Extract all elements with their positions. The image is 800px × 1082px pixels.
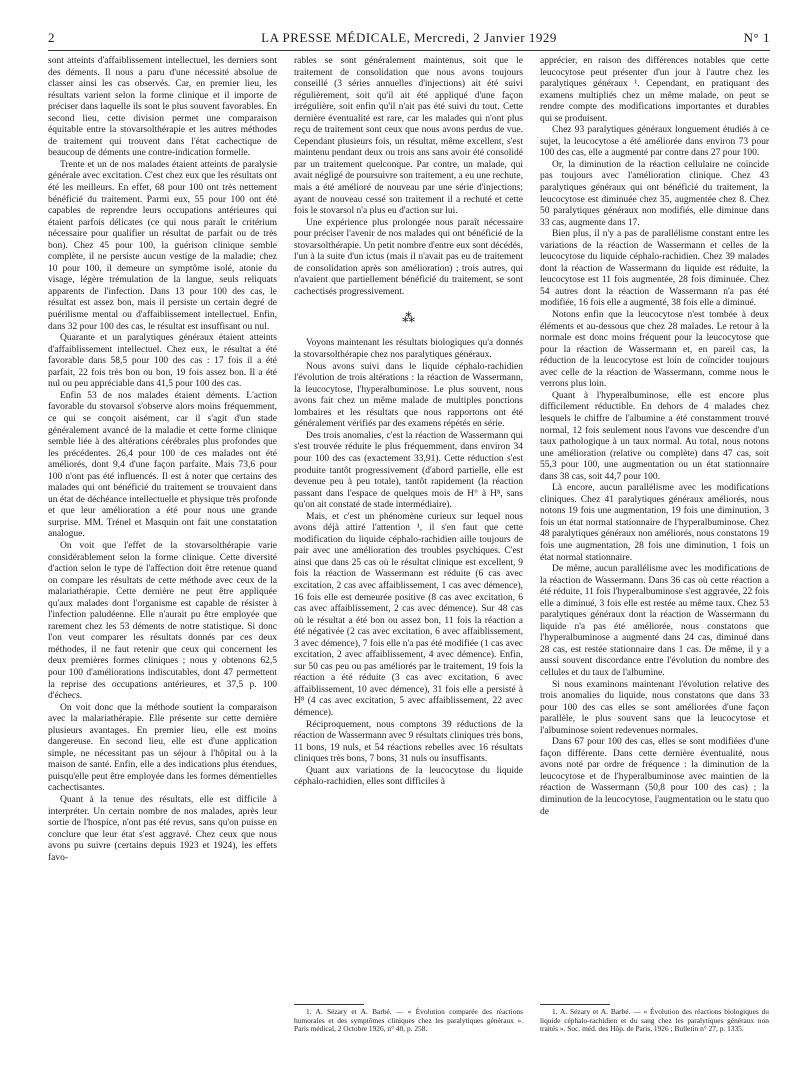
column-3-body [540, 56, 769, 1000]
footnote-rule [294, 1004, 364, 1005]
column-3 [540, 56, 769, 1070]
header-rule [48, 50, 770, 51]
column-1 [48, 56, 277, 1070]
paragraph: Là encore, aucun parallélisme avec les modifications cliniques. Chez 41 paralytiques généraux améliorés, nous notons 19 fois une augmentation, 19 fois une diminution, 3 fois un état normal stationnaire de l'hyperalbuminose. Chez 48 paralytiques généraux non améliorés, nous constatons 19 fois une augmentation, 28 fois une diminution, 1 fois un état normal stationnaire. [540, 483, 769, 563]
page-header [48, 30, 770, 48]
paragraph: Chez 93 paralytiques généraux longuement étudiés à ce sujet, la leucocytose a été améliorée dans environ 73 pour 100 des cas, elle a augmenté par contre dans 27 pour 100. [540, 125, 769, 159]
paragraph: De même, aucun parallélisme avec les modifications de la réaction de Wassermann. Dans 36 cas où cette réaction a été réduite, 11 fois l'hyperalbuminose s'est aggravée, 22 fois elle a diminué, 3 fois elle est restée au même taux. Chez 53 paralytiques généraux dont la réaction de Wassermann du liquide n'a pas été améliorée, nous constatons que l'hyperalbuminose a augmenté dans 24 cas, diminué dans 28 cas, est restée stationnaire dans 1 cas. De même, il y a aussi souvent discordance entre l'évolution du nombre des cellules et du taux de l'albumine. [540, 564, 769, 678]
paragraph: On voit donc que la méthode soutient la comparaison avec la malariathérapie. Elle présente sur cette dernière plusieurs avantages. En premier lieu, elle est moins dangereuse. En second lieu, elle est d'une application simple, ne nécessitant pas un séjour à l'hôpital ou à la maison de santé. Enfin, elle a des indications plus étendues, puisqu'elle peut être employée dans les formes démentielles cachectisantes. [48, 702, 277, 794]
footnote: 1. A. Sézary et A. Barbé. — « Évolution des réactions biologiques du liquide céphalo-rachidien et du sang chez les paralytiques généraux non traités ». Soc. méd. des Hôp. de Paris, 1926 ; Bulletin n° 27, p. 1335. [540, 1007, 769, 1034]
paragraph: Quant à l'hyperalbuminose, elle est encore plus difficilement réductible. En dehors de 4 malades chez lesquels le chiffre de l'albumine a été constamment trouvé normal, 12 fois seulement nous l'avons vue descendre d'un taux pathologique à un taux normal. Au total, nous notons une amélioration (relative ou complète) dans 47 cas, soit 55,3 pour 100, une augmentation ou un état stationnaire dans 38 cas, soit 44,7 pour 100. [540, 390, 769, 482]
paragraph: Enfin 53 de nos malades étaient déments. L'action favorable du stovarsol s'observe alors moins fréquemment, ce qui se conçoit aisément, car il s'agit d'un stade généralement avancé de la maladie et cette forme clinique semble liée à des altérations cérébrales plus profondes que les précédentes. 26,4 pour 100 de ces malades ont été améliorés, dont 9,4 d'une façon parfaite. Mais 73,6 pour 100 n'ont pas été influencés. Il est à noter que certains des malades qui ont bénéficié du traitement se trouvaient dans un état de déchéance intellectuelle et physique très profonde et que leur amélioration a été pour nous une grande surprise. MM. Trénel et Masquin ont fait une constatation analogue. [48, 390, 277, 540]
paragraph: Une expérience plus prolongée nous paraît nécessaire pour préciser l'avenir de nos malades qui ont bénéficié de la stovarsolthérapie. Un petit nombre d'entre eux sont décédés, l'un à la suite d'un ictus (mais il n'avait pas eu de traitement de consolidation après son amélioration) ; trois autres, qui n'avaient que partiellement bénéficié du traitement, se sont cachectisés progressivement. [294, 217, 523, 297]
paragraph: Quarante et un paralytiques généraux étaient atteints d'affaiblissement intellectuel. Chez eux, le résultat a été favorable dans 58,5 pour 100 des cas : 17 fois il a été parfait, 22 fois très bon ou bon, 19 fois assez bon. Il a été nul ou peu appréciable dans 41,5 pour 100 des cas. [48, 333, 277, 390]
footnote-rule [540, 1004, 610, 1005]
paragraph: Si nous examinons maintenant l'évolution relative des trois anomalies du liquide, nous constatons que dans 33 pour 100 des cas elles se sont améliorées d'une façon parallèle, le plus souvent sans que la leucocytose et l'albuminose soient redevenues normales. [540, 679, 769, 736]
article-columns [48, 56, 770, 1070]
paragraph: Or, la diminution de la réaction cellulaire ne coïncide pas toujours avec l'amélioration clinique. Chez 43 paralytiques généraux qui ont bénéficié du traitement, la leucocytose est diminuée chez 35, augmentée chez 8. Chez 50 paralytiques généraux non modifiés, elle diminue dans 33 cas, augmente dans 17. [540, 159, 769, 228]
issue-number: N° 1 [743, 30, 770, 45]
paragraph: Voyons maintenant les résultats biologiques qu'a donnés la stovarsolthérapie chez nos paralytiques généraux. [294, 338, 523, 361]
paragraph: Bien plus, il n'y a pas de parallélisme constant entre les variations de la réaction de Wassermann et celles de la leucocytose du liquide céphalo-rachidien. Chez 39 malades dont la réaction de Wassermann du liquide est réduite, la leucocytose est 11 fois augmentée, 28 fois diminuée. Chez 54 autres dont la réaction de Wassermann n'a pas été modifiée, 16 fois elle a augmenté, 38 fois elle a diminué. [540, 229, 769, 309]
paragraph: Réciproquement, nous comptons 39 réductions de la réaction de Wassermann avec 9 résultats cliniques très bons, 11 bons, 19 nuls, et 54 réactions rebelles avec 16 résultats cliniques très bons, 7 bons, 31 nuls ou insuffisants. [294, 719, 523, 765]
column-2 [294, 56, 523, 1070]
paragraph: Quant aux variations de la leucocytose du liquide céphalo-rachidien, elles sont difficiles à [294, 765, 523, 788]
column-2-body [294, 56, 523, 1000]
paragraph: Mais, et c'est un phénomène curieux sur lequel nous avons déjà attiré l'attention ¹, il s'en faut que cette modification du liquide céphalo-rachidien aille toujours de pair avec une amélioration des troubles psychiques. C'est ainsi que dans 25 cas où le résultat clinique est excellent, 9 fois la réaction de Wassermann est réduite (6 cas avec excitation, 2 cas avec affaiblissement, 1 cas avec démence), 16 fois elle est demeurée positive (8 cas avec excitation, 6 cas avec affaiblissement, 2 cas avec démence). Sur 48 cas où le résultat a été bon ou assez bon, 11 fois la réaction a été négativée (2 cas avec excitation, 6 avec affaiblissement, 3 avec démence), 7 fois elle n'a pas été modifiée (1 cas avec excitation, 2 avec affaiblissement, 4 avec démence). Enfin, sur 50 cas peu ou pas améliorés par le traitement, 19 fois la réaction a été réduite (3 cas avec excitation, 6 avec affaiblissement, 10 avec démence), 31 fois elle a persisté à H⁸ (4 cas avec excitation, 5 avec affaiblissement, 22 avec démence). [294, 511, 523, 718]
paragraph: Quant à la tenue des résultats, elle est difficile à interpréter. Un certain nombre de nos malades, après leur sortie de l'hospice, n'ont pas été revus, sans qu'on puisse en conclure que leur état s'est aggravé. Chez ceux que nous avons pu suivre (certains depuis 1923 et 1924), les effets favo- [48, 795, 277, 863]
page-number: 2 [48, 30, 55, 45]
paragraph: rables se sont généralement maintenus, soit que le traitement de consolidation que nous avons toujours conseillé (3 séries annuelles d'injections) ait été suivi régulièrement, soit qu'il ait été appliqué d'une façon irrégulière, soit enfin qu'il n'ait pas été suivi du tout. Cette dernière éventualité est rare, car les malades qui n'ont plus reçu de traitement sont ceux que nous avons perdus de vue. Cependant plusieurs fois, un résultat, même excellent, s'est maintenu pendant deux ou trois ans sans avoir été consolidé par un traitement quelconque. Par contre, un malade, qui avait négligé de poursuivre son traitement, a eu une rechute, mais a été amélioré de nouveau par une série d'injections; ayant de nouveau cessé son traitement il a rechuté et cette fois le stovarsol n'a plus eu d'action sur lui. [294, 56, 523, 217]
paragraph: apprécier, en raison des différences notables que cette leucocytose peut présenter d'un jour à l'autre chez les paralytiques généraux ¹. Cependant, en pratiquant des examens multipliés chez un même malade, on peut se rendre compte des modifications importantes et durables qui se produisent. [540, 56, 769, 124]
footnote: 1. A. Sézary et A. Barbé. — « Évolution comparée des réactions humorales et des symptômes cliniques chez les paralytiques généraux ». Paris médical, 2 Octobre 1926, n° 40, p. 258. [294, 1007, 523, 1034]
journal-title: LA PRESSE MÉDICALE, Mercredi, 2 Janvier 1929 [261, 30, 557, 45]
paragraph: sont atteints d'affaiblissement intellectuel, les derniers sont des déments. Il nous a paru d'une nécessité absolue de classer ainsi les cas observés. Car, en premier lieu, les résultats varient selon la forme clinique et il importe de préciser dans laquelle ils sont le plus souvent favorables. En second lieu, cette division permet une comparaison équitable entre la stovarsolthérapie et les autres méthodes de traitement qui trouvent dans l'état cachectique de beaucoup de déments une contre-indication formelle. [48, 56, 277, 159]
newspaper-page [48, 30, 770, 1070]
paragraph: On voit que l'effet de la stovarsolthérapie varie considérablement selon la forme clinique. Cette diversité d'action selon le type de l'affection doit être retenue quand on compare les résultats de cette méthode avec ceux de la malariathérapie. Cette dernière ne peut être appliquée qu'aux malades dont l'organisme est capable de résister à l'infection paludéenne. Elle n'aurait pu être employée que rarement chez les 53 déments de notre statistique. Si donc l'on veut comparer les résultats donnés par ces deux méthodes, il ne faut retenir que ceux qui concernent les deux premières formes cliniques ; nous y obtenons 62,5 pour 100 d'améliorations indiscutables, dont 47 permettent la reprise des occupations antérieures, et 37,5 p. 100 d'échecs. [48, 540, 277, 702]
section-separator: ⁂ [402, 310, 415, 326]
paragraph: Dans 67 pour 100 des cas, elles se sont modifiées d'une façon différente. Dans cette dernière éventualité, nous avons noté par ordre de fréquence : la diminution de la leucocytose et de l'hyperalbuminose avec maintien de la réaction de Wassermann (50,8 pour 100 des cas) ; la diminution de la leucocytose, l'augmentation ou le statu quo de [540, 737, 769, 817]
paragraph: Nous avons suivi dans le liquide céphalo-rachidien l'évolution de trois altérations : la réaction de Wassermann, la leucocytose, l'hyperalbuminose. Le plus souvent, nous avons fait chez un même malade de multiples ponctions lombaires et les résultats que nous rapportons ont été généralement vérifiés par des examens répétés en série. [294, 361, 523, 430]
paragraph: Des trois anomalies, c'est la réaction de Wassermann qui s'est trouvée réduite le plus fréquemment, dans environ 34 pour 100 des cas (exactement 33,91). Cette réduction s'est produite tantôt progressivement (d'abord partielle, elle est devenue peu à peu totale), tantôt rapidement (la réaction passant dans l'espace de quelques mois de H° à H⁸, sans qu'on ait constaté de stade intermédiaire). [294, 430, 523, 511]
paragraph: Trente et un de nos malades étaient atteints de paralysie générale avec excitation. C'est chez eux que les résultats ont été les meilleurs. En effet, 68 pour 100 ont très nettement bénéficié du traitement. Parmi eux, 55 pour 100 ont été capables de reprendre leurs occupations antérieures qui étaient parfois délicates (ce qui nous paraît le critérium nécessaire pour qualifier un résultat de parfait ou de très bon). Chez 45 pour 100, la guérison clinique semble complète, il ne persiste aucun vestige de la maladie; chez 10 pour 100, il demeure un symptôme isolé, atonie du visage, légère trémulation de la langue, seuls reliquats apparents de l'infection. Dans 13 pour 100 des cas, le résultat est assez bon, mais il persiste un certain degré de puérilisme mental ou d'affaiblissement intellectuel. Enfin, dans 32 pour 100 des cas, le résultat est insuffisant ou nul. [48, 159, 277, 332]
paragraph: Notons enfin que la leucocytose n'est tombée à deux éléments et au-dessous que chez 28 malades. Le retour à la normale est donc moins fréquent pour la leucocytose que pour la réaction de Wassermann et, en pareil cas, la réduction de la leucocytose est loin de coïncider toujours avec celle de la réaction de Wassermann, comme nous le verrons plus loin. [540, 310, 769, 390]
